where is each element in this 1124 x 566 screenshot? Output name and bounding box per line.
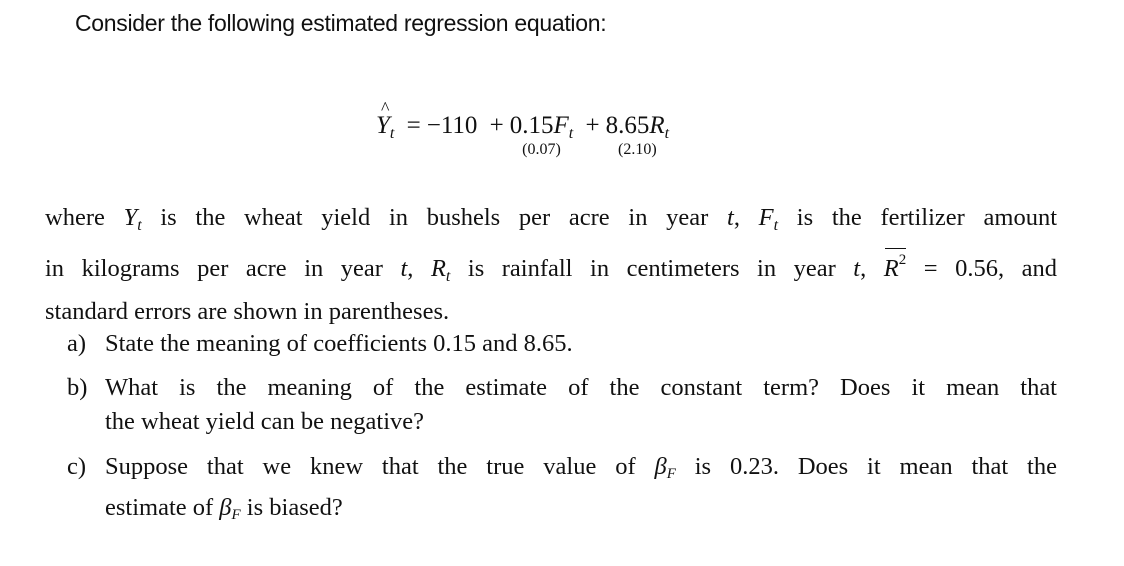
y-hat: ^ Y [376,112,390,140]
fertilizer-standard-error: (0.07) [522,141,561,158]
beta-f-symbol: $\beta_F$ [219,494,241,523]
paragraph-line: where $Y_t$ is the wheat yield in bushels per acre in year t, $F_t$ is the fertilizer amount [45,204,1058,234]
fertilizer-coefficient: 0.15 [509,112,554,139]
regression-equation [376,112,670,158]
rainfall-variable: R [649,112,665,139]
question-a [67,327,1057,361]
rainfall-term: $8.65R_t$ (2.10) [605,112,670,158]
question-text: the wheat yield can be negative? [105,408,425,435]
constant-term: −110 [426,112,478,139]
question-text: estimate of $\beta_F$ is biased? [105,494,343,523]
rainfall-coefficient: 8.65 [605,112,650,139]
question-text: State the meaning of coefficients 0.15 and 8.65. [105,330,573,357]
fertilizer-variable: F [553,112,569,139]
rainfall-standard-error: (2.10) [618,141,657,158]
question-label: b) [67,374,88,401]
question-label: c) [67,453,87,480]
paragraph-line: in kilograms per acre in year t, $R_t$ is rainfall in centimeters in year t, $R^2 = 0.56$, and [45,243,1057,294]
question-heading: Consider the following estimated regression equation: [75,10,607,36]
adjusted-r-squared: $R^2$ [884,243,906,286]
question-text: What is the meaning of the estimate of the constant term? Does it mean that [105,374,1057,401]
question-c [67,450,1057,532]
equals-sign: = [406,112,421,139]
fertilizer-term: $0.15F_t$ (0.07) [509,112,574,158]
y-subscript: t [389,125,395,142]
variable-definitions [45,200,1057,329]
beta-f-symbol: $\beta_F$ [654,453,676,482]
paragraph-line: standard errors are shown in parentheses. [45,298,450,325]
plus-sign: + [489,112,504,139]
question-text: Suppose that we knew that the true value of $\beta_F$ is 0.23. Does it mean that the [105,453,1057,482]
plus-sign: + [585,112,600,139]
question-b [67,371,1057,439]
question-label: a) [67,330,87,357]
